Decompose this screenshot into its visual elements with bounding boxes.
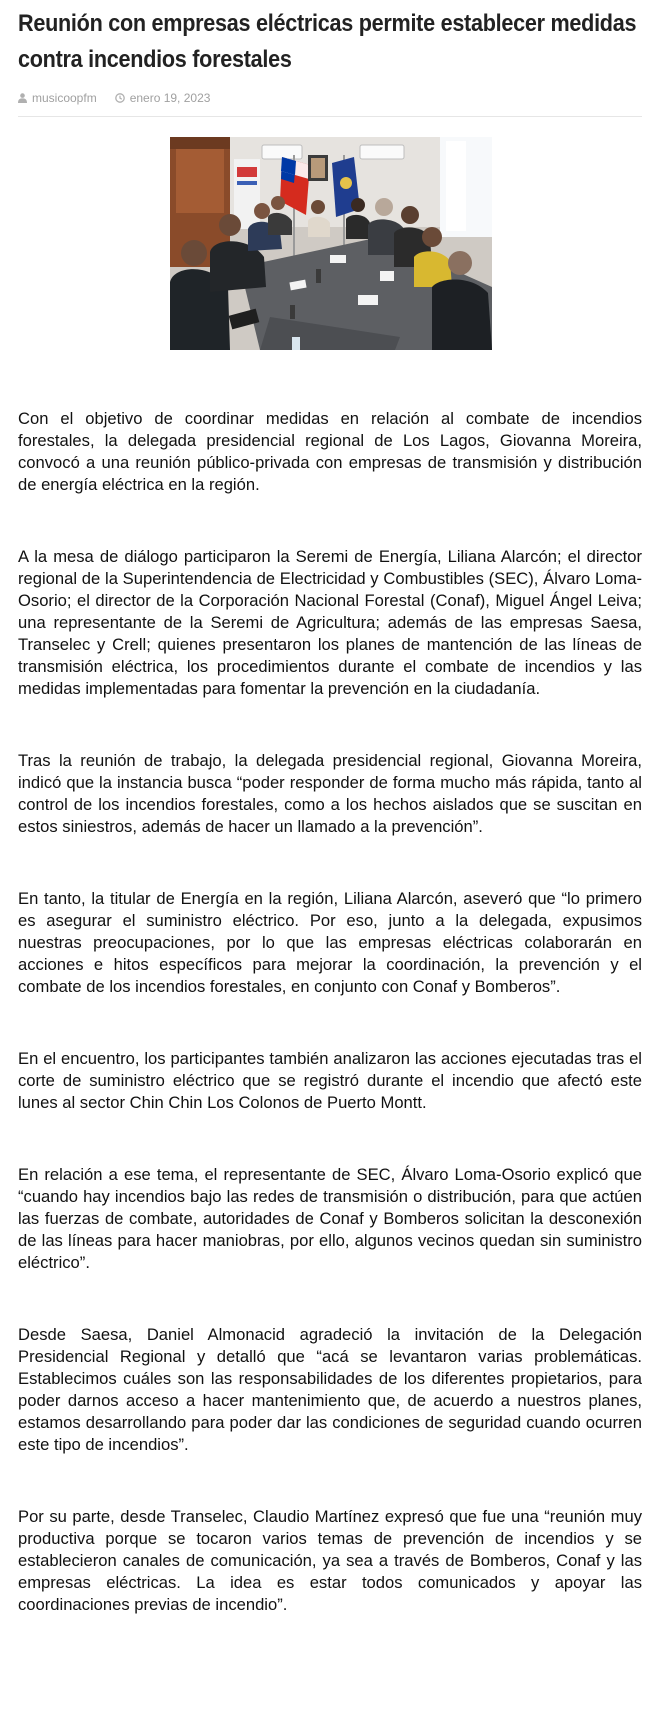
- paragraph-5: En el encuentro, los participantes también analizaron las acciones ejecutadas tras el corte de suministro eléctrico que se registró durante el incendio que afectó este lunes al sector Chin Chin Los Colonos de Puerto Montt.: [18, 1049, 642, 1112]
- author-name[interactable]: musicoopfm: [32, 91, 97, 105]
- user-icon: [18, 93, 27, 103]
- paragraph-2: A la mesa de diálogo participaron la Seremi de Energía, Liliana Alarcón; el director regional de la Superintendencia de Electricidad y Combustibles (SEC), Álvaro Loma-Osorio; el director de la Corporación Nacional Forestal (Conaf), Miguel Ángel Leiva; una representante de la Seremi de Agricultura; además de las empresas Saesa, Transelec y Crell; quienes presentaron los planes de mantención de las líneas de transmisión eléctrica, los procedimientos durante el combate de incendios y las medidas implementadas para fomentar la prevención en la ciudadanía.: [18, 547, 642, 698]
- author-meta[interactable]: [18, 91, 97, 105]
- paragraph-4: En tanto, la titular de Energía en la región, Liliana Alarcón, aseveró que “lo primero es asegurar el suministro eléctrico. Por eso, junto a la delegada, expusimos nuestras preocupaciones, por lo que las empresas eléctricas colaborarán en acciones e hitos específicos para mejorar la coordinación, la prevención y el combate de los incendios forestales, en conjunto con Conaf y Bomberos”.: [18, 889, 642, 996]
- paragraph-1: Con el objetivo de coordinar medidas en relación al combate de incendios forestales, la delegada presidencial regional de Los Lagos, Giovanna Moreira, convocó a una reunión público-privada con empresas de transmisión y distribución de energía eléctrica en la región.: [18, 409, 642, 494]
- article-container: [18, 0, 642, 1666]
- article-body: [18, 408, 642, 1616]
- article-meta: [18, 88, 642, 108]
- paragraph-8: Por su parte, desde Transelec, Claudio Martínez expresó que fue una “reunión muy productiva porque se tocaron varios temas de prevención de incendios y se establecieron canales de comunicación, ya sea a través de Bomberos, Conaf y las empresas eléctricas. La idea es estar todos comunicados y apoyar las coordinaciones previas de incendio”.: [18, 1507, 642, 1614]
- article-photo: [170, 137, 492, 350]
- publish-date: enero 19, 2023: [129, 91, 211, 105]
- paragraph-6: En relación a ese tema, el representante de SEC, Álvaro Loma-Osorio explicó que “cuando hay incendios bajo las redes de transmisión o distribución, para que actúen las fuerzas de combate, autoridades de Conaf y Bomberos solicitan la desconexión de las líneas para hacer maniobras, por ello, algunos vecinos quedan sin suministro eléctrico”.: [18, 1165, 642, 1272]
- meeting-photo: [170, 137, 492, 350]
- paragraph-7: Desde Saesa, Daniel Almonacid agradeció la invitación de la Delegación Presidencial Regional y detalló que “acá se levantaron varias problemáticas. Establecimos cuáles son las responsabilidades de los diferentes propietarios, para poder darnos acceso a hacer mantenimiento que, de acuerdo a nuestros planes, estamos desarrollando para poder dar las condiciones de seguridad cuando ocurren este tipo de incendios”.: [18, 1325, 642, 1454]
- article-title: Reunión con empresas eléctricas permite establecer medidas contra incendios forestales: [18, 10, 637, 73]
- date-meta: [115, 91, 211, 105]
- clock-icon: [115, 93, 125, 103]
- title-divider: [18, 116, 642, 117]
- paragraph-3: Tras la reunión de trabajo, la delegada presidencial regional, Giovanna Moreira, indicó que la instancia busca “poder responder de forma mucho más rápida, tanto al control de los incendios forestales, como a los hechos aislados que se suscitan en estos siniestros, además de hacer un llamado a la prevención”.: [18, 751, 642, 836]
